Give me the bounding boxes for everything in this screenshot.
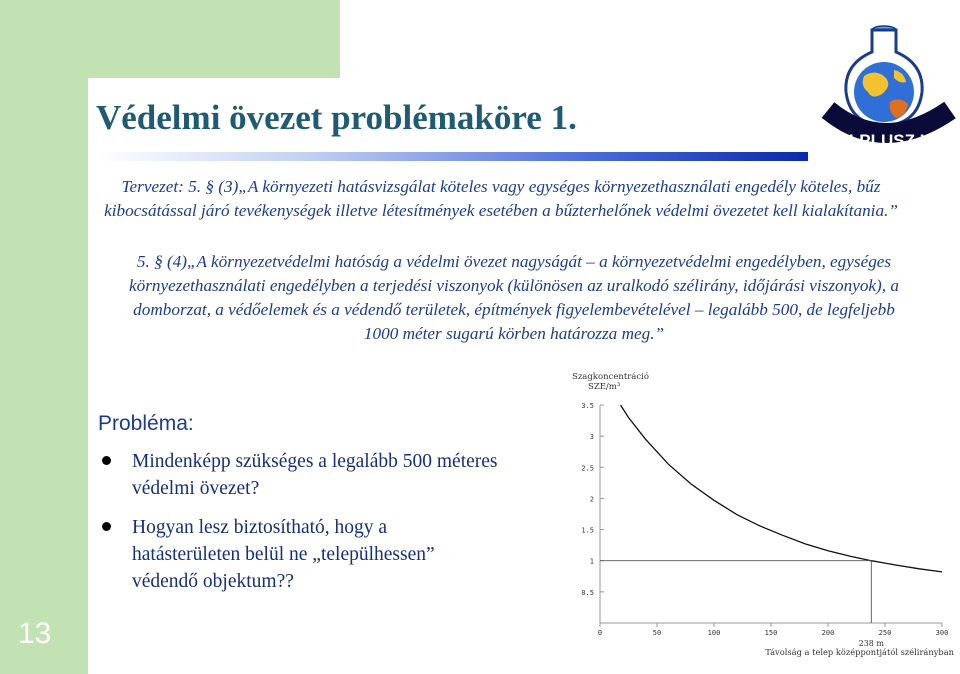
x-tick-label: 50 [652,629,662,637]
list-item [100,514,500,595]
x-tick-label: 250 [878,629,892,637]
title-underline [96,152,808,161]
y-tick-label: 3.5 [581,402,594,410]
regulation-paragraph-1: Tervezet: 5. § (3)„A környezeti hatásvizsgálat köteles vagy egységes környezethasználati engedély köteles, bűz kibocsátással járó tevékenységek illetve létesítmények esetében a bűzterhelőnek védelmi övezetet kell kialakítania.” [104,177,898,220]
slide-title: Védelmi övezet problémaköre 1. [96,98,577,137]
annotation-label: 238 m [858,639,885,648]
x-tick-label: 200 [821,629,835,637]
y-tick-label: 3 [589,433,594,442]
concentration-chart [552,368,960,674]
y-tick-label: 1.5 [581,526,594,535]
x-tick-label: 0 [597,629,603,637]
y-tick-label: 0.5 [581,588,594,597]
bullet-icon [102,522,111,531]
slide-number: 13 [18,617,52,650]
problem-heading: Probléma: [98,412,194,435]
x-tick-label: 150 [764,629,778,637]
y-tick-label: 1 [589,557,594,566]
company-logo [820,6,958,172]
y-tick-label: 2.5 [581,464,594,473]
problem-list [100,448,500,607]
concentration-curve [621,405,943,572]
bullet-icon [102,456,111,465]
top-band [0,0,340,78]
x-tick-label: 100 [707,629,721,637]
y-tick-label: 2 [589,495,594,504]
x-axis-title: Távolság a telep középpontjától szélirányban [765,647,954,657]
y-axis-unit: SZE/m³ [588,382,621,392]
side-band [0,0,88,674]
regulation-paragraph-2: 5. § (4)„A környezetvédelmi hatóság a védelmi övezet nagyságát – a környezetvédelmi engedélyben, egységes környezethasználati engedélyben a terjedési viszonyok (különösen az uralkodó szélirány, időjárási viszonyok), a domborzat, a védőelemek és a védendő területek, építmények figyelembevételével – legalább 500, de legfeljebb 1000 méter sugarú körben határozza meg.” [129,252,899,343]
list-item [100,448,500,502]
problem-text: Mindenképp szükséges a legalább 500 méteres védelmi övezet? [132,451,498,499]
svg-text:KVI-PLUSZ KFT: KVI-PLUSZ KFT [825,131,953,150]
problem-text: Hogyan lesz biztosítható, hogy a hatásterületen belül ne „települhessen” védendő objektum?? [132,517,435,592]
y-axis-title: Szagkoncentráció [572,372,649,382]
x-tick-label: 300 [935,629,949,637]
